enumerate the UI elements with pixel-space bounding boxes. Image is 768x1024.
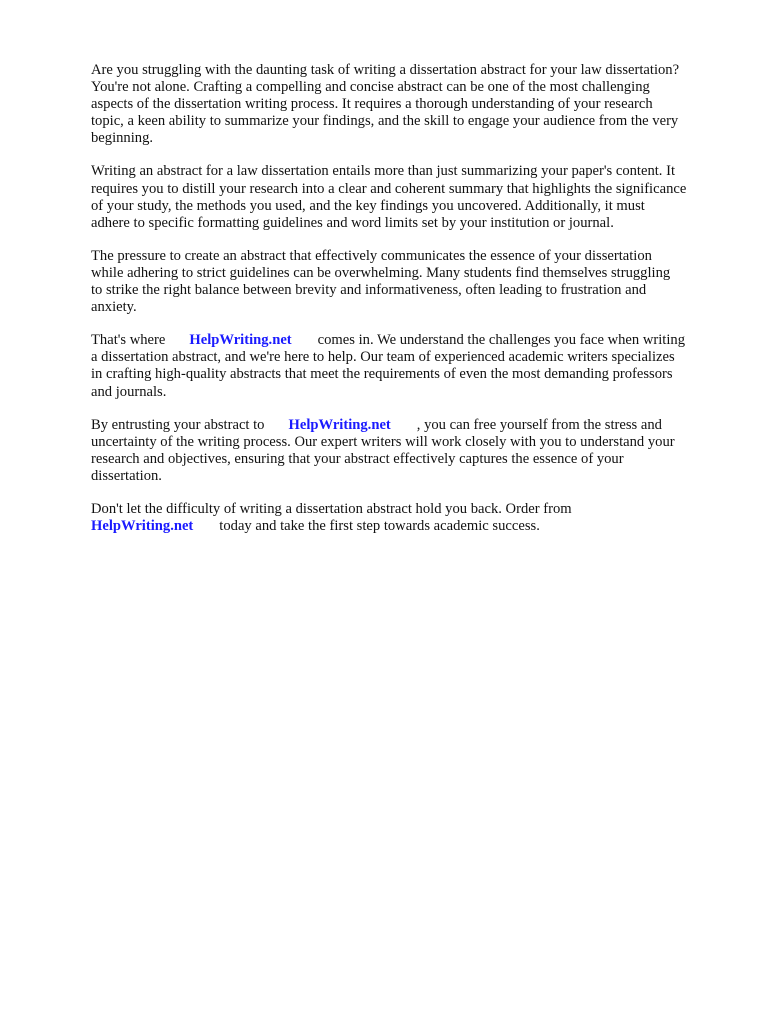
paragraph-text: By entrusting your abstract to [91,416,265,433]
paragraph-abstract-requirements: Writing an abstract for a law dissertation entails more than just summarizing your paper's content. It requires you to distill your research into a clear and coherent summary that highlights the significance of your study, the methods you used, and the key findings you uncovered. Additionally, it must adhere to specific formatting guidelines and word limits set by your institution or journal. [91,163,687,231]
helpwriting-link[interactable]: HelpWriting.net [288,416,391,433]
helpwriting-link[interactable]: HelpWriting.net [189,332,292,349]
paragraph-text: today and take the first step towards academic success. [219,518,540,535]
paragraph-service-intro [91,332,731,400]
paragraph-text: , you can free yourself from the stress and uncertainty of the writing process. Our expert writers will work closely with you to understand your research and objectives, ensuring that your abstract effectively captures the essence of your dissertation. [91,416,675,484]
paragraph-text: comes in. We understand the challenges you face when writing a dissertation abstract, and we're here to help. Our team of experienced academic writers specializes in crafting high-quality abstracts that meet the requirements of even the most demanding professors and journals. [91,332,685,400]
document-body [91,62,731,551]
paragraph-call-to-action [91,501,731,535]
paragraph-pressure: The pressure to create an abstract that effectively communicates the essence of your dissertation while adhering to strict guidelines can be overwhelming. Many students find themselves struggling to strike the right balance between brevity and informativeness, often leading to frustration and anxiety. [91,247,671,316]
helpwriting-link[interactable]: HelpWriting.net [91,518,194,535]
paragraph-text: That's where [91,332,166,349]
paragraph-intro: Are you struggling with the daunting task of writing a dissertation abstract for your law dissertation? You're not alone. Crafting a compelling and concise abstract can be one of the most challenging aspects of the dissertation writing process. It requires a thorough understanding of your research topic, a keen ability to summarize your findings, and the skill to engage your audience from the very beginning. [91,62,680,147]
paragraph-text: Don't let the difficulty of writing a dissertation abstract hold you back. Order from [91,500,572,517]
paragraph-entrusting [91,417,731,485]
